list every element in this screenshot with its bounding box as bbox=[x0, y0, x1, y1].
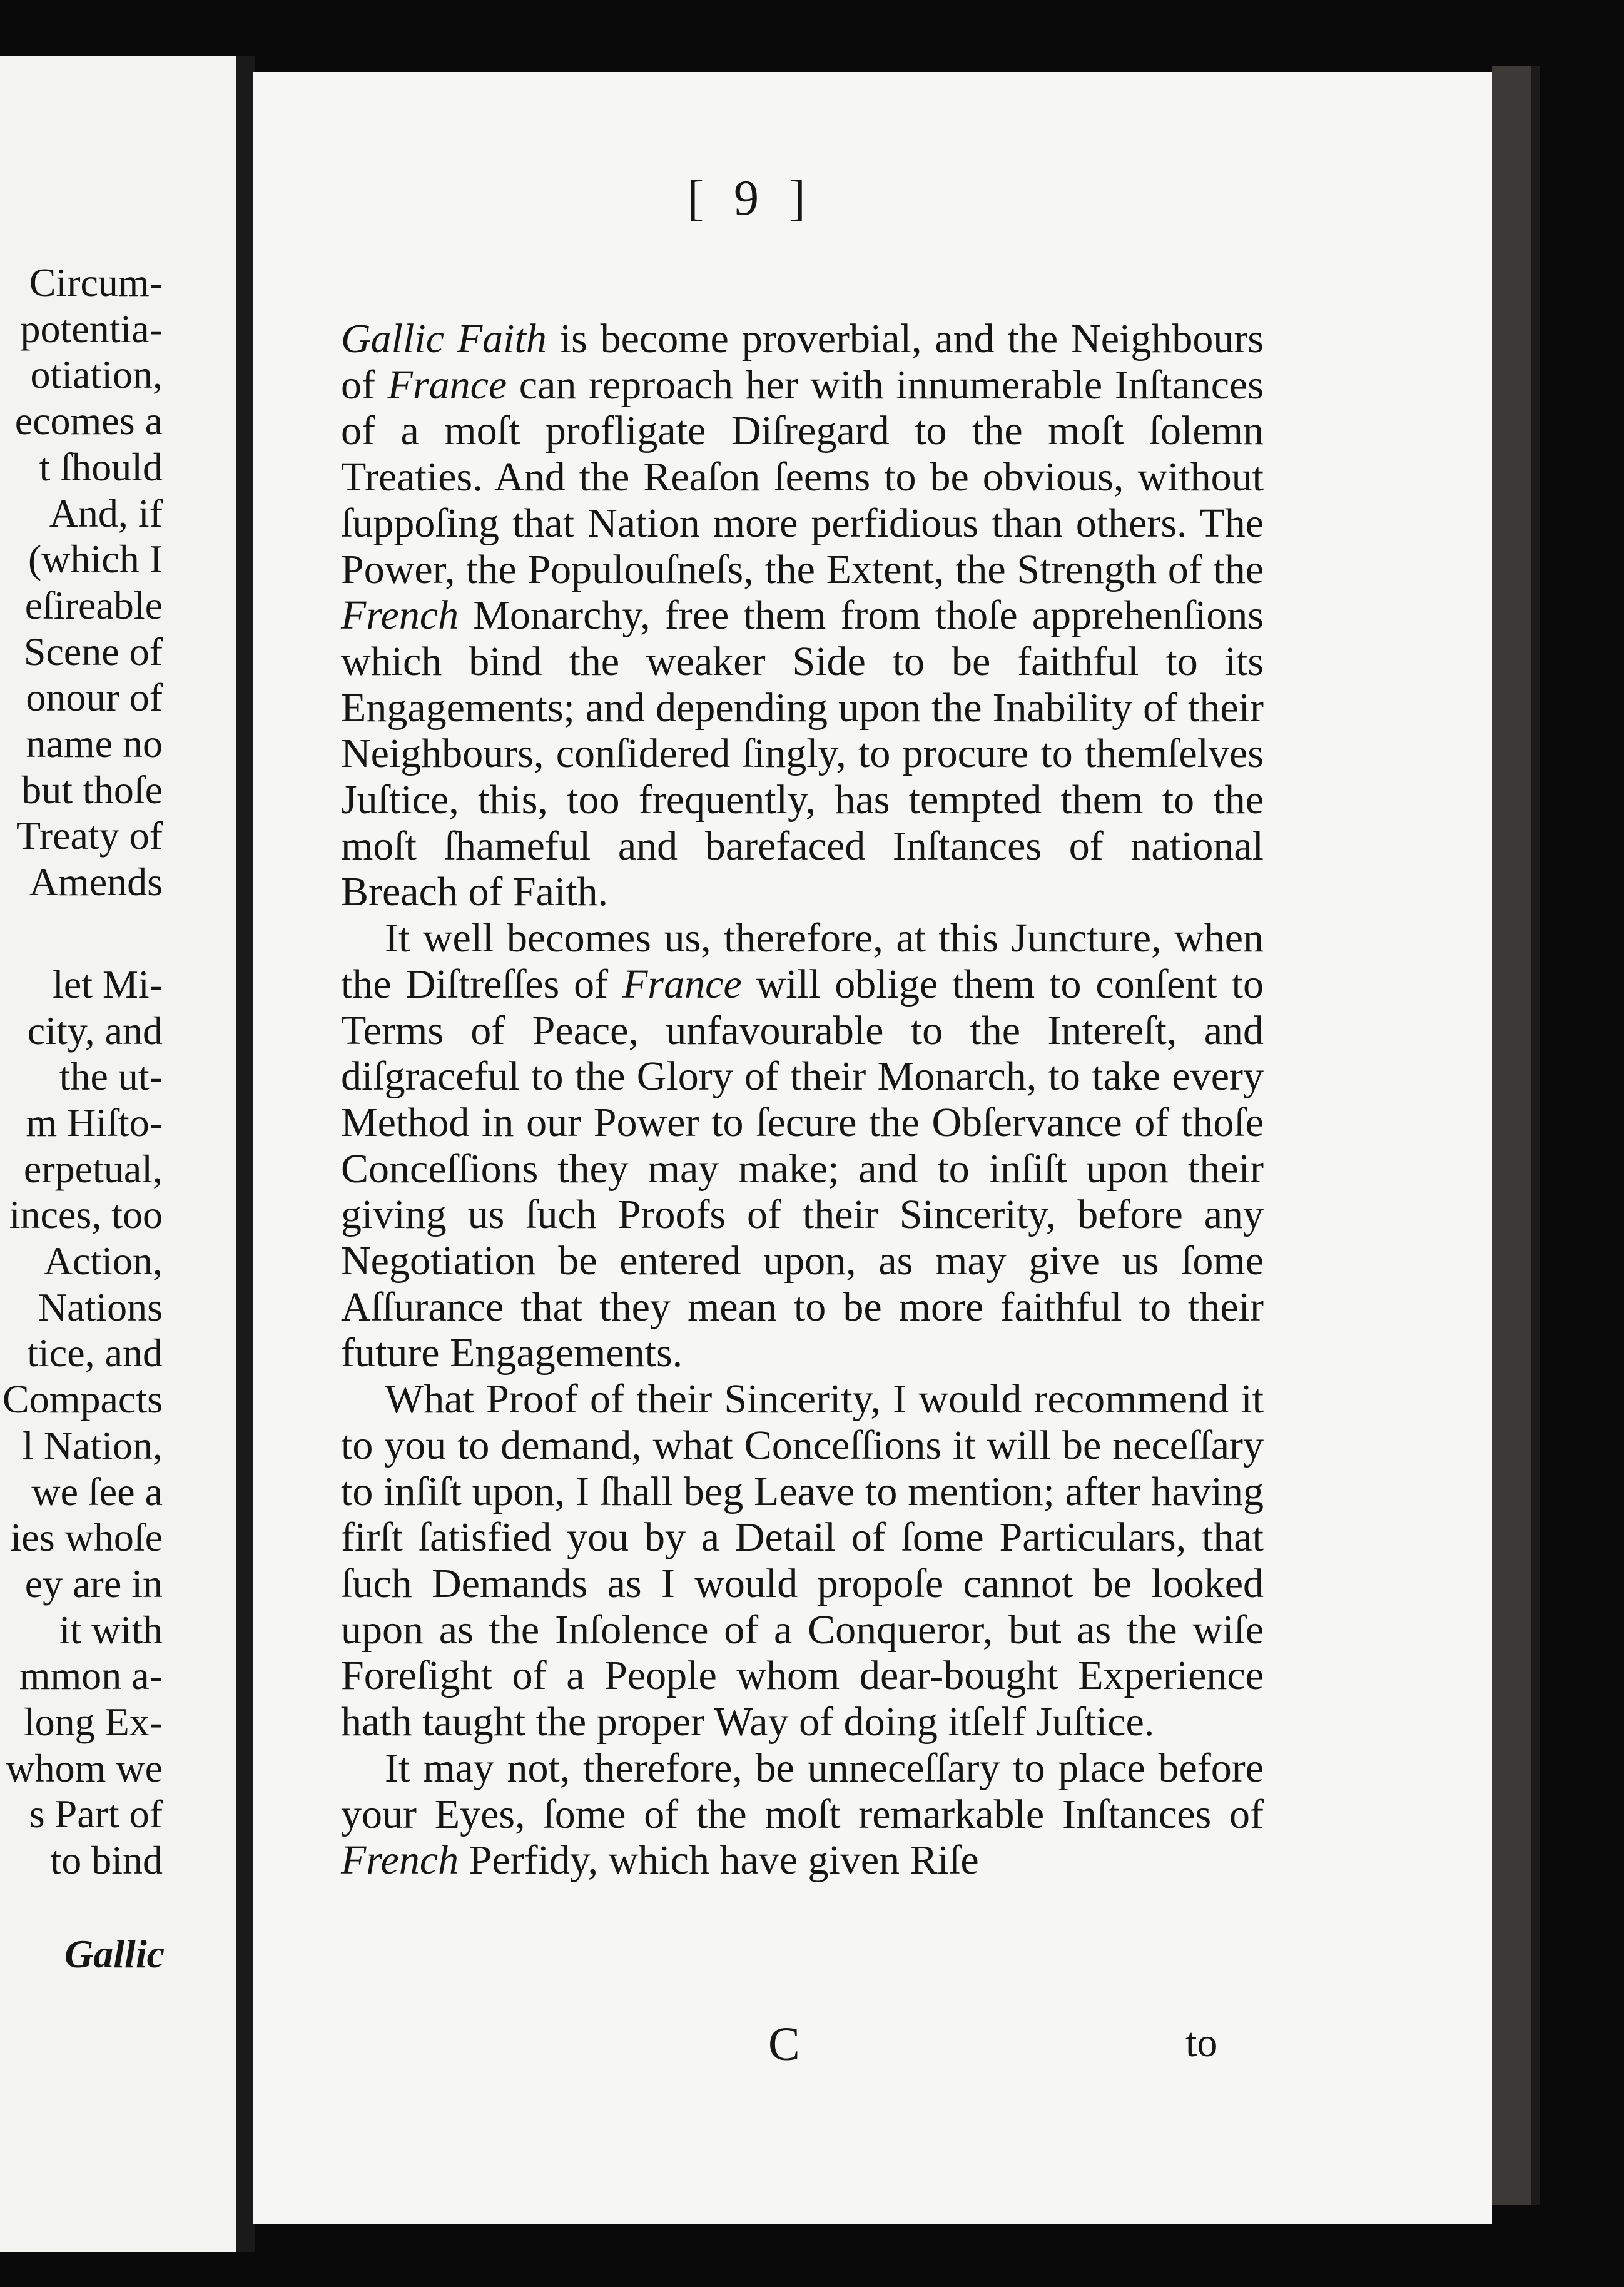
paragraph-4 bbox=[341, 1745, 1264, 1884]
text-run: can reproach her with innumerable Inſtances of a moſt profligate Diſregard to the moſt ſolemn Treaties. And the Reaſon ſeems to be obvious, without ſuppoſing that Nation more perfidious than others. The Power, the Populouſneſs, the Extent, the Strength of the bbox=[341, 362, 1264, 592]
italic-word: French bbox=[341, 1837, 459, 1884]
left-page-line: tice, and bbox=[27, 1331, 163, 1376]
italic-word: France bbox=[622, 961, 742, 1007]
left-page-line: long Ex- bbox=[23, 1700, 163, 1744]
text-run: is become proverbial, and the Neighbours of bbox=[341, 316, 1264, 408]
left-page-line: m Hiſto- bbox=[26, 1100, 163, 1145]
left-page-line: ey are in bbox=[24, 1561, 163, 1606]
page-number: [ 9 ] bbox=[687, 171, 815, 226]
left-page-line: name no bbox=[26, 721, 163, 766]
text-run: Perfidy, which have given Riſe bbox=[459, 1837, 979, 1884]
left-page-line: Compacts bbox=[3, 1377, 163, 1422]
left-page-line: t ſhould bbox=[39, 444, 163, 489]
page-edge-shadow bbox=[1531, 66, 1540, 2205]
left-page-line: l Nation, bbox=[23, 1422, 163, 1468]
body-text bbox=[341, 316, 1264, 1884]
left-page-line: potentia- bbox=[20, 306, 163, 351]
paragraph-3: What Proof of their Sincerity, I would recommend it to you to demand, what Conceſſions it will be neceſſary to inſiſt upon, I ſhall beg Leave to mention; after having firſt ſatisfied you by a Detail of ſome Particulars, that ſuch Demands as I would propoſe cannot be looked upon as the Inſolence of a Conqueror, but as the wiſe Foreſight of a People whom dear-bought Experience hath taught the proper Way of doing itſelf Juſtice. bbox=[341, 1376, 1264, 1745]
paragraph-2 bbox=[341, 915, 1264, 1376]
left-page-line: onour of bbox=[26, 675, 163, 720]
left-page-line: Nations bbox=[38, 1284, 163, 1329]
italic-word: France bbox=[387, 362, 507, 408]
left-page-line: (which I bbox=[28, 537, 163, 582]
left-page-line: ies whoſe bbox=[10, 1515, 163, 1560]
left-page-line: the ut- bbox=[59, 1054, 163, 1099]
left-page-line: erpetual, bbox=[23, 1146, 163, 1191]
left-page-line: mmon a- bbox=[19, 1653, 163, 1698]
left-page-line: otiation, bbox=[30, 352, 163, 397]
left-page-line: s Part of bbox=[29, 1792, 163, 1837]
left-page-line: let Mi- bbox=[53, 961, 163, 1007]
left-page-catchword: Gallic bbox=[64, 1932, 165, 1976]
left-page-line: Circum- bbox=[29, 260, 163, 305]
left-page-line: Treaty of bbox=[16, 813, 163, 858]
signature-mark: C bbox=[768, 2018, 800, 2071]
left-page-line: Action, bbox=[43, 1239, 163, 1283]
text-run: It may not, therefore, be unneceſſary to place before your Eyes, ſome of the moſt remarkable Inſtances of bbox=[341, 1745, 1264, 1837]
text-run: will oblige them to conſent to Terms of Peace, unfavourable to the Intereſt, and diſgraceful to the Glory of their Monarch, to take every Method in our Power to ſecure the Obſervance of thoſe Conceſſions they may make; and to inſiſt upon their giving us ſuch Proofs of their Sincerity, before any Negotiation be entered upon, as may give us ſome Aſſurance that they mean to be more faithful to their future Engagements. bbox=[341, 961, 1264, 1376]
left-page-line: ecomes a bbox=[14, 398, 163, 444]
left-page-line: we ſee a bbox=[31, 1469, 163, 1514]
left-page-line: it with bbox=[59, 1607, 163, 1652]
italic-phrase: Gallic Faith bbox=[341, 316, 547, 362]
left-page-line: eſireable bbox=[24, 582, 163, 627]
text-run: Monarchy, free them from thoſe apprehenſions which bind the weaker Side to be faithful to its Engagements; and depending upon the Inability of their Neighbours, conſidered ſingly, to procure to themſelves Juſtice, this, too frequently, has tempted them to the moſt ſhameful and barefaced Inſtances of national Breach of Faith. bbox=[341, 592, 1264, 915]
left-page-line: inces, too bbox=[9, 1192, 163, 1237]
gutter bbox=[236, 56, 255, 2252]
page-edge bbox=[1492, 66, 1531, 2205]
left-page-line: And, if bbox=[49, 490, 163, 535]
paragraph-1 bbox=[341, 316, 1264, 915]
left-page-line: whom we bbox=[6, 1745, 163, 1790]
left-page-line: to bind bbox=[50, 1838, 163, 1883]
catchword: to bbox=[1185, 2020, 1218, 2066]
italic-word: French bbox=[341, 592, 459, 639]
left-page-line: city, and bbox=[27, 1008, 163, 1053]
left-page-line: Amends bbox=[29, 860, 163, 905]
left-page-line: Scene of bbox=[23, 629, 163, 674]
left-page-line: but thoſe bbox=[21, 767, 163, 812]
previous-page bbox=[0, 56, 236, 2252]
text-run: It well becomes us, therefore, at this Juncture, when the Diſtreſſes of bbox=[341, 915, 1264, 1007]
